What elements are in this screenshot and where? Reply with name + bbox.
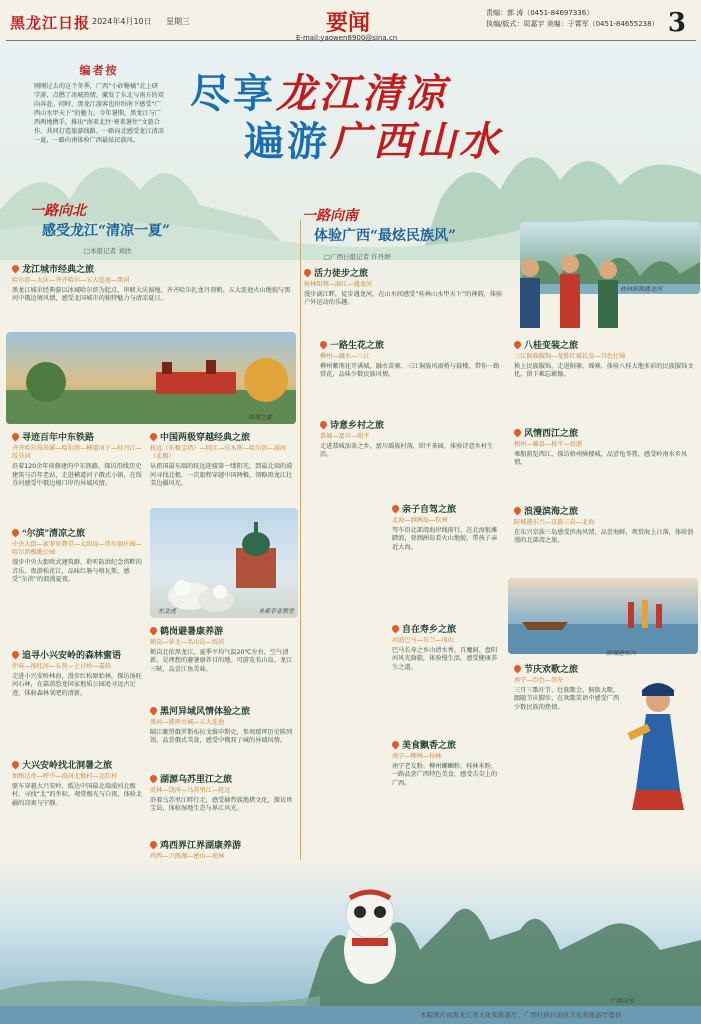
editor-line: 责编：郭 涛（0451-84697336） xyxy=(486,9,594,17)
mid-card-2-route: 鹤岗—萝北—名山岛—绥滨 xyxy=(150,639,225,646)
south-right-card-2-title xyxy=(514,428,694,439)
south-right-card-1-body: 换上民族服饰，走进侗寨、瑶寨，体验八桂大地多彩的民族服饰文化，留下难忘影像。 xyxy=(514,363,694,379)
north-card-5-body: 驱车穿越大兴安岭，抵达中国最北端漠河北极村，寻找“北”的坐标，观赏极光与白夜，体验北疆的凉爽与宁静。 xyxy=(12,783,143,807)
masthead xyxy=(6,6,696,41)
mid-card-5-title xyxy=(150,840,298,851)
mid-card-3-title xyxy=(150,706,298,717)
harbin-photo-illustration xyxy=(6,332,296,424)
location-pin-icon xyxy=(12,651,19,660)
church-photo-caption: 圣索菲亚教堂 xyxy=(258,608,295,615)
south-right-card-4-title xyxy=(514,664,624,675)
north-card-5-route: 加格达奇—呼中—漠河北极村—北红村 xyxy=(12,773,118,780)
south-right-card-1-title-text: 八桂变装之旅 xyxy=(524,340,579,350)
editor-note xyxy=(34,62,164,186)
location-pin-icon xyxy=(392,625,399,634)
south-right-card-3 xyxy=(514,506,694,546)
mascot-illustration xyxy=(330,880,410,990)
location-pin-icon xyxy=(150,627,157,636)
south-card-6-title-text: 美食飘香之旅 xyxy=(402,740,457,750)
headline-accent-2: 广西山水 xyxy=(330,118,502,165)
south-card-3-route: 恭城—富川—昭平 xyxy=(320,433,370,440)
location-pin-icon xyxy=(12,265,19,274)
main-headline xyxy=(190,70,502,166)
column-divider xyxy=(300,220,301,860)
north-card-4-title-text: 追寻小兴安岭的森林蜜语 xyxy=(22,650,122,660)
south-right-card-2-title-text: 风情西江之旅 xyxy=(524,428,579,438)
north-card-3-route: 中央大街—索菲亚教堂—太阳岛—伏尔加庄园—哈尔滨极地公园 xyxy=(12,541,142,557)
north-card-1-body: 黑龙江城市经典游以冰城哈尔滨为起点，串联大庆湿地、齐齐哈尔扎龙丹顶鹤、五大连池火山地貌与黑河中俄边境风情，感受北国城市的独特魅力与清凉夏日。 xyxy=(12,287,291,303)
south-card-5-body: 巴马长寿之乡山清水秀，百魔洞、盘阳河风光旖旎，体验慢生活，感受健康养生之道。 xyxy=(392,647,498,671)
south-right-card-4 xyxy=(514,664,624,712)
south-card-6 xyxy=(392,740,502,788)
headline-accent-1: 龙江清凉 xyxy=(276,70,448,117)
mid-card-2-title-text: 鹤岗避暑康养游 xyxy=(160,626,224,636)
south-card-5-title xyxy=(392,624,502,635)
south-card-5-title-text: 自在寿乡之旅 xyxy=(402,624,457,634)
mid-card-1 xyxy=(150,432,298,488)
dancer-illustration xyxy=(620,680,696,820)
north-byline: □本报记者 刘欣 xyxy=(84,247,132,255)
mid-card-2-title xyxy=(150,626,298,637)
south-card-2 xyxy=(320,340,500,380)
south-right-card-1-title xyxy=(514,340,694,351)
issue-date: 2024年4月10日 xyxy=(92,17,152,26)
south-right-card-4-title-text: 节庆欢歌之旅 xyxy=(524,664,579,674)
south-card-2-body: 柳州紫荆花开满城，融水苗寨、三江侗族风雨桥与鼓楼，带你一路赏花，品味少数民族风情。 xyxy=(320,363,500,379)
mid-card-2-body: 鹤岗北依黑龙江，夏季平均气温20℃左右，空气清新，是理想的避暑康养目的地。可游览名山岛、龙江三峡，品尝江鱼美味。 xyxy=(150,649,293,673)
south-byline: □广西日报记者 许丹婷 xyxy=(324,253,391,261)
south-card-3-body: 走进恭城油茶之乡，富川瑶族村落，昭平茶园，体验诗意乡村生活。 xyxy=(320,443,494,459)
south-card-2-route: 柳州—融水—三江 xyxy=(320,353,370,360)
location-pin-icon xyxy=(514,429,521,438)
north-card-5-title-text: 大兴安岭找北洞暑之旅 xyxy=(22,760,113,770)
location-pin-icon xyxy=(304,269,311,278)
north-card-1-route: 哈尔滨—大庆—齐齐哈尔—五大连池—黑河 xyxy=(12,277,130,284)
south-right-card-2-body: 乘船游览西江，探访梧州骑楼城，品尝龟苓膏，感受岭南水乡风情。 xyxy=(514,451,688,467)
location-pin-icon xyxy=(514,341,521,350)
south-column-header xyxy=(302,205,456,245)
south-card-1-title xyxy=(304,268,504,279)
north-card-2-title-text: 寻迹百年中东铁路 xyxy=(22,432,95,442)
north-card-3-title xyxy=(12,528,144,539)
south-card-6-title xyxy=(392,740,502,751)
south-right-card-3-title xyxy=(514,506,694,517)
south-card-2-title-text: 一路生花之旅 xyxy=(330,340,385,350)
location-pin-icon xyxy=(150,433,157,442)
north-card-1 xyxy=(12,264,292,304)
location-pin-icon xyxy=(12,761,19,770)
north-subtitle: 感受龙江“清凉一夏” xyxy=(42,223,171,239)
mid-card-4-body: 沿着乌苏里江畔行走，感受赫哲族渔猎文化，探访珍宝岛，体验湿地生态与界江风光。 xyxy=(150,797,293,813)
south-right-card-2-route: 梧州—藤县—桂平—贵港 xyxy=(514,441,583,448)
location-pin-icon xyxy=(150,775,157,784)
south-card-1 xyxy=(304,268,504,308)
south-card-3-title xyxy=(320,420,500,431)
section-email: E-mail:yaowen8900@sina.cn xyxy=(296,34,398,42)
north-card-4 xyxy=(12,650,144,698)
north-card-3-body: 漫步中央大街欧式建筑群，聆听防洪纪念塔畔的音乐，夜游松花江，品味红肠与格瓦斯，感受“尔滨”的浪漫夏夜。 xyxy=(12,559,142,583)
location-pin-icon xyxy=(12,433,19,442)
north-card-3 xyxy=(12,528,144,584)
south-card-4-body: 驾车沿北部湾海岸线前行，在北海银滩踏浪，登涠洲岛看火山地貌，带孩子亲近大海。 xyxy=(392,527,498,551)
layout-line: 执编/版式：周嘉宇 美编：于霄军（0451-84655238） xyxy=(486,20,659,28)
north-card-1-title-text: 龙江城市经典之旅 xyxy=(22,264,95,274)
mid-card-3-body: 隔江眺望俄罗斯布拉戈维申斯克，参观瑷珲历史陈列馆，品尝俄式美食，感受中俄双子城的异域风情。 xyxy=(150,729,293,745)
mid-card-3-route: 黑河—瑷珲古城—五大连池 xyxy=(150,719,225,726)
north-card-2-body: 沿着120余年前修建的中东铁路，探访沿线历史建筑与百年老站，走进横道河子俄式小镇，在绥芬河感受中俄边境口岸的异域风情。 xyxy=(12,463,142,487)
section-title: 要闻 xyxy=(326,10,371,36)
mid-card-1-route: 抚远（东极宝塔）—同江—佳木斯—哈尔滨—漠河（北极） xyxy=(150,445,287,461)
mid-card-5-title-text: 鸡西界江界湖康养游 xyxy=(160,840,242,850)
south-card-5-route: 河池巴马—东兰—凤山 xyxy=(392,637,454,644)
location-pin-icon xyxy=(12,529,19,538)
page-number: 3 xyxy=(667,8,686,38)
editor-note-text: 刚刚过去的这个冬季，广西“小砂糖橘”北上研学游，点燃了冰城热情，激发了东北与南方的双向奔赴。同时，黑龙江游客也纷纷南下感受“广西山水甲天下”的魅力。今年暑期，黑龙江与广西两地携手，推出“南来北往·寒来暑往”文旅合作，共同打造旅游线路，一路向北感受龙江清凉一夏，一路向南体验广西最炫民族风。 xyxy=(34,83,164,144)
mid-card-5-route: 鸡西—兴凯湖—密山—虎林 xyxy=(150,853,225,860)
newspaper-logo: 黑龙江日报 xyxy=(10,14,91,32)
south-right-card-1-route: 三江侗族服饰—龙胜红瑶长发—百色壮锦 xyxy=(514,353,626,360)
south-right-card-4-body: 三月三歌圩节、壮族歌会、侗族大歌，跟随节庆脚步，在欢歌笑语中感受广西少数民族的热情。 xyxy=(514,687,620,711)
north-card-3-title-text: “尔滨”清凉之旅 xyxy=(22,528,86,538)
coast-photo xyxy=(508,578,698,654)
north-card-5 xyxy=(12,760,144,808)
south-subtitle: 体验广西“最炫民族风” xyxy=(314,228,457,244)
south-right-card-3-title-text: 浪漫滨海之旅 xyxy=(524,506,579,516)
location-pin-icon xyxy=(392,741,399,750)
mid-card-3 xyxy=(150,706,298,746)
editor-credits xyxy=(486,8,659,30)
south-card-4-title-text: 亲子自驾之旅 xyxy=(402,504,457,514)
coast-photo-illustration xyxy=(508,578,698,654)
mid-card-4-title xyxy=(150,774,298,785)
location-pin-icon xyxy=(150,841,157,850)
mid-card-2 xyxy=(150,626,298,674)
south-kicker: 一路向南 xyxy=(302,208,358,224)
south-right-card-3-body: 在东兴京族三岛感受滨海风情，品尝海鲜，观赏海上日落，体验浪漫的北部湾之旅。 xyxy=(514,529,694,545)
south-right-card-2 xyxy=(514,428,694,468)
south-card-4 xyxy=(392,504,502,552)
headline-prefix-1: 尽享 xyxy=(190,70,276,117)
south-card-3-title-text: 诗意乡村之旅 xyxy=(330,420,385,430)
harbin-photo-caption: 冰城之夏 xyxy=(248,414,273,421)
location-pin-icon xyxy=(514,507,521,516)
south-card-4-title xyxy=(392,504,502,515)
bottom-photo-caption: 广西山水 xyxy=(610,998,635,1005)
south-card-6-route: 南宁—柳州—桂林 xyxy=(392,753,442,760)
mid-card-4-route: 虎林—饶河—乌苏里江—抚远 xyxy=(150,787,231,794)
north-card-4-body: 走进小兴安岭林海，漫步红松原始林，探访汤旺河石林，在嘉荫恐龙国家地质公园追寻远古足迹，体验森林氧吧的清新。 xyxy=(12,673,142,697)
north-column-header xyxy=(30,200,170,240)
north-card-4-title xyxy=(12,650,144,661)
north-kicker: 一路向北 xyxy=(30,203,86,219)
south-right-card-4-route: 南宁—百色—崇左 xyxy=(514,677,564,684)
mid-card-1-title xyxy=(150,432,298,443)
location-pin-icon xyxy=(320,421,327,430)
harbin-summer-photo xyxy=(6,332,296,424)
south-card-6-body: 南宁老友粉、柳州螺蛳粉、桂林米粉，一路品尝广西特色美食，感受舌尖上的广西。 xyxy=(392,763,498,787)
south-card-1-body: 漫步漓江畔，徒步遇龙河，在山水间感受“桂林山水甲天下”的神韵，体验户外运动的乐趣。 xyxy=(304,291,503,307)
location-pin-icon xyxy=(514,665,521,674)
south-card-1-title-text: 活力徒步之旅 xyxy=(314,268,369,278)
south-card-4-route: 北海—涠洲岛—钦州 xyxy=(392,517,448,524)
guilin-photo-caption: 桂林阳朔遇龙河 xyxy=(620,286,663,293)
south-card-5 xyxy=(392,624,502,672)
north-card-2-title xyxy=(12,432,144,443)
mid-card-1-title-text: 中国两极穿越经典之旅 xyxy=(160,432,251,442)
tiger-photo-caption: 东北虎 xyxy=(158,608,177,615)
photo-credit: 本版图片由黑龙江省文化和旅游厅、广西壮族自治区文化和旅游厅提供 xyxy=(420,1011,622,1019)
south-right-card-3-route: 防城港东兴—京族三岛—北海 xyxy=(514,519,595,526)
mid-card-4-title-text: 湖源乌苏里江之旅 xyxy=(160,774,233,784)
church-tiger-illustration xyxy=(150,508,298,618)
north-card-2 xyxy=(12,432,144,488)
location-pin-icon xyxy=(320,341,327,350)
mid-card-1-body: 从祖国最东端的抚远迎接第一缕阳光，到最北端的漠河寻找北极，一次旅程穿越中国两极，领略黑龙江壮美边疆风光。 xyxy=(150,463,293,487)
issue-weekday: 星期三 xyxy=(166,17,190,26)
church-tiger-photo xyxy=(150,508,298,618)
mid-card-4 xyxy=(150,774,298,814)
north-card-2-route: 齐齐哈尔昂昂溪—哈尔滨—横道河子—牡丹江—绥芬河 xyxy=(12,445,142,461)
editor-note-title: 编者按 xyxy=(79,64,119,77)
south-right-card-1 xyxy=(514,340,694,380)
north-card-1-title xyxy=(12,264,292,275)
north-card-4-route: 伊春—汤旺河—五营—上甘岭—嘉荫 xyxy=(12,663,111,670)
mid-card-3-title-text: 黑河异域风情体验之旅 xyxy=(160,706,251,716)
south-card-1-route: 桂林阳朔—漓江—遇龙河 xyxy=(304,281,373,288)
south-card-2-title xyxy=(320,340,500,351)
south-card-3 xyxy=(320,420,500,460)
location-pin-icon xyxy=(150,707,157,716)
headline-prefix-2: 遍游 xyxy=(244,118,330,165)
ethnic-costume-figures xyxy=(500,248,650,338)
north-card-5-title xyxy=(12,760,144,771)
coast-photo-caption: 防城港东兴 xyxy=(606,650,637,657)
location-pin-icon xyxy=(392,505,399,514)
